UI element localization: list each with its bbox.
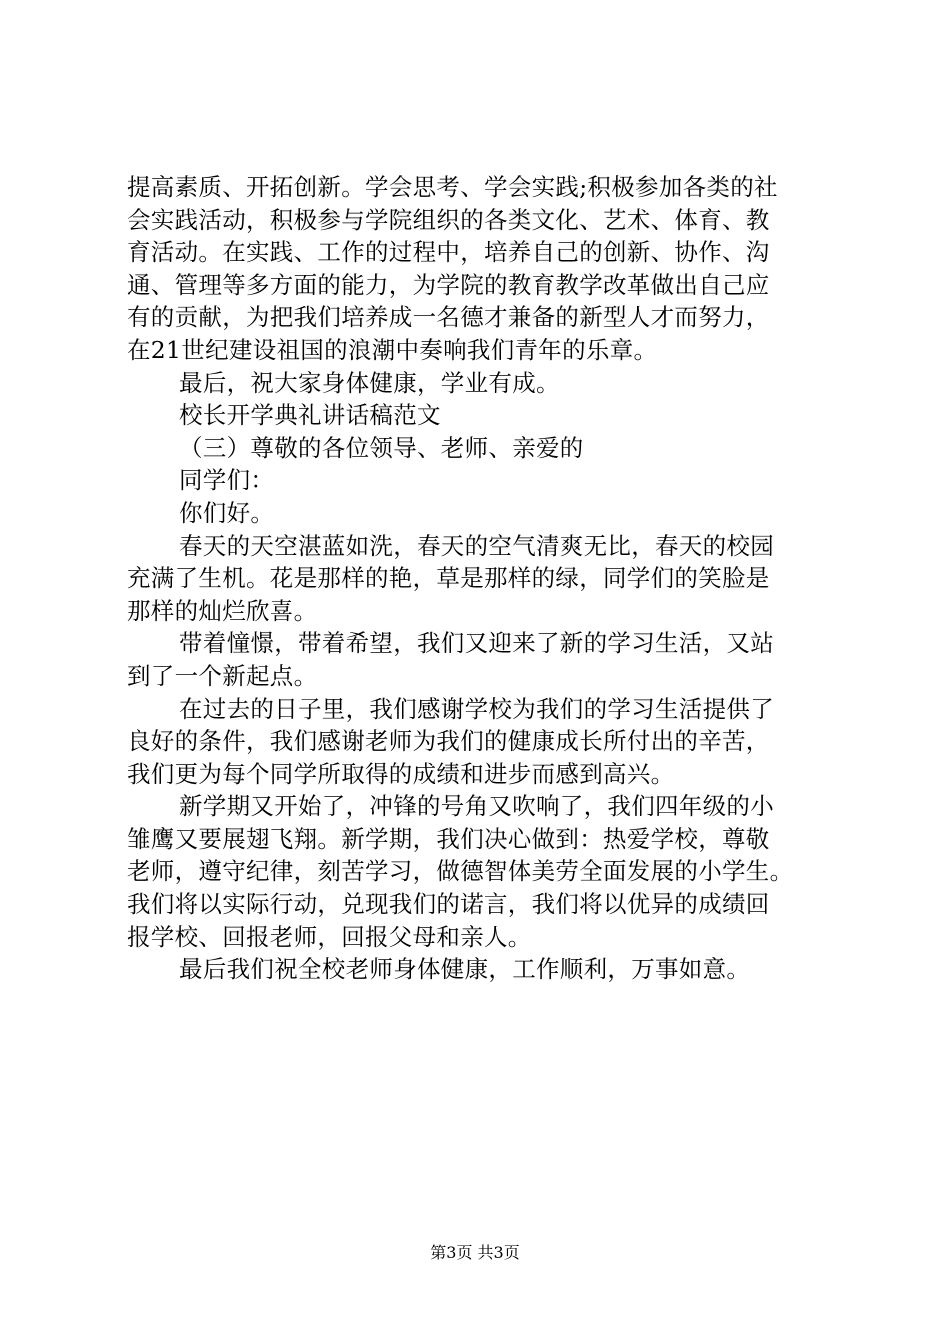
text-line: 会实践活动，积极参与学院组织的各类文化、艺术、体育、教 [127,205,770,234]
document-body [127,171,837,986]
text-line: 我们将以实际行动，兑现我们的诺言，我们将以优异的成绩回 [127,890,770,919]
text-line: 最后我们祝全校老师身体健康，工作顺利，万事如意。 [179,955,751,984]
text-line: 到了一个新起点。 [127,661,318,690]
text-line: 在21世纪建设祖国的浪潮中奏响我们青年的乐章。 [127,335,658,364]
text-line: 育活动。在实践、工作的过程中，培养自己的创新、协作、沟 [127,238,770,267]
text-line: 通、管理等多方面的能力，为学院的教育教学改革做出自己应 [127,270,770,299]
text-line: 在过去的日子里，我们感谢学校为我们的学习生活提供了 [179,694,774,723]
text-line: 那样的灿烂欣喜。 [127,596,318,625]
text-line: 最后，祝大家身体健康，学业有成。 [179,368,560,397]
text-line: 校长开学典礼讲话稿范文 [179,401,441,430]
text-line: 我们更为每个同学所取得的成绩和进步而感到高兴。 [127,759,675,788]
text-line: 你们好。 [179,498,275,527]
page-footer: 第3页 共3页 [430,1243,520,1262]
text-line: 春天的天空湛蓝如洗，春天的空气清爽无比，春天的校园 [179,531,774,560]
text-line: 充满了生机。花是那样的艳，草是那样的绿，同学们的笑脸是 [127,564,770,593]
text-line: 报学校、回报老师，回报父母和亲人。 [127,922,532,951]
text-line: （三）尊敬的各位领导、老师、亲爱的 [179,433,584,462]
text-line: 新学期又开始了，冲锋的号角又吹响了，我们四年级的小 [179,792,774,821]
text-line: 老师，遵守纪律，刻苦学习，做德智体美劳全面发展的小学生。 [127,857,794,886]
text-line: 雏鹰又要展翅飞翔。新学期，我们决心做到：热爱学校，尊敬 [127,824,770,853]
text-line: 带着憧憬，带着希望，我们又迎来了新的学习生活，又站 [179,629,774,658]
text-line: 同学们： [179,466,275,495]
text-line: 有的贡献，为把我们培养成一名德才兼备的新型人才而努力， [127,303,770,332]
text-line: 提高素质、开拓创新。学会思考、学会实践;积极参加各类的社 [127,173,778,201]
text-line: 良好的条件，我们感谢老师为我们的健康成长所付出的辛苦， [127,727,770,756]
